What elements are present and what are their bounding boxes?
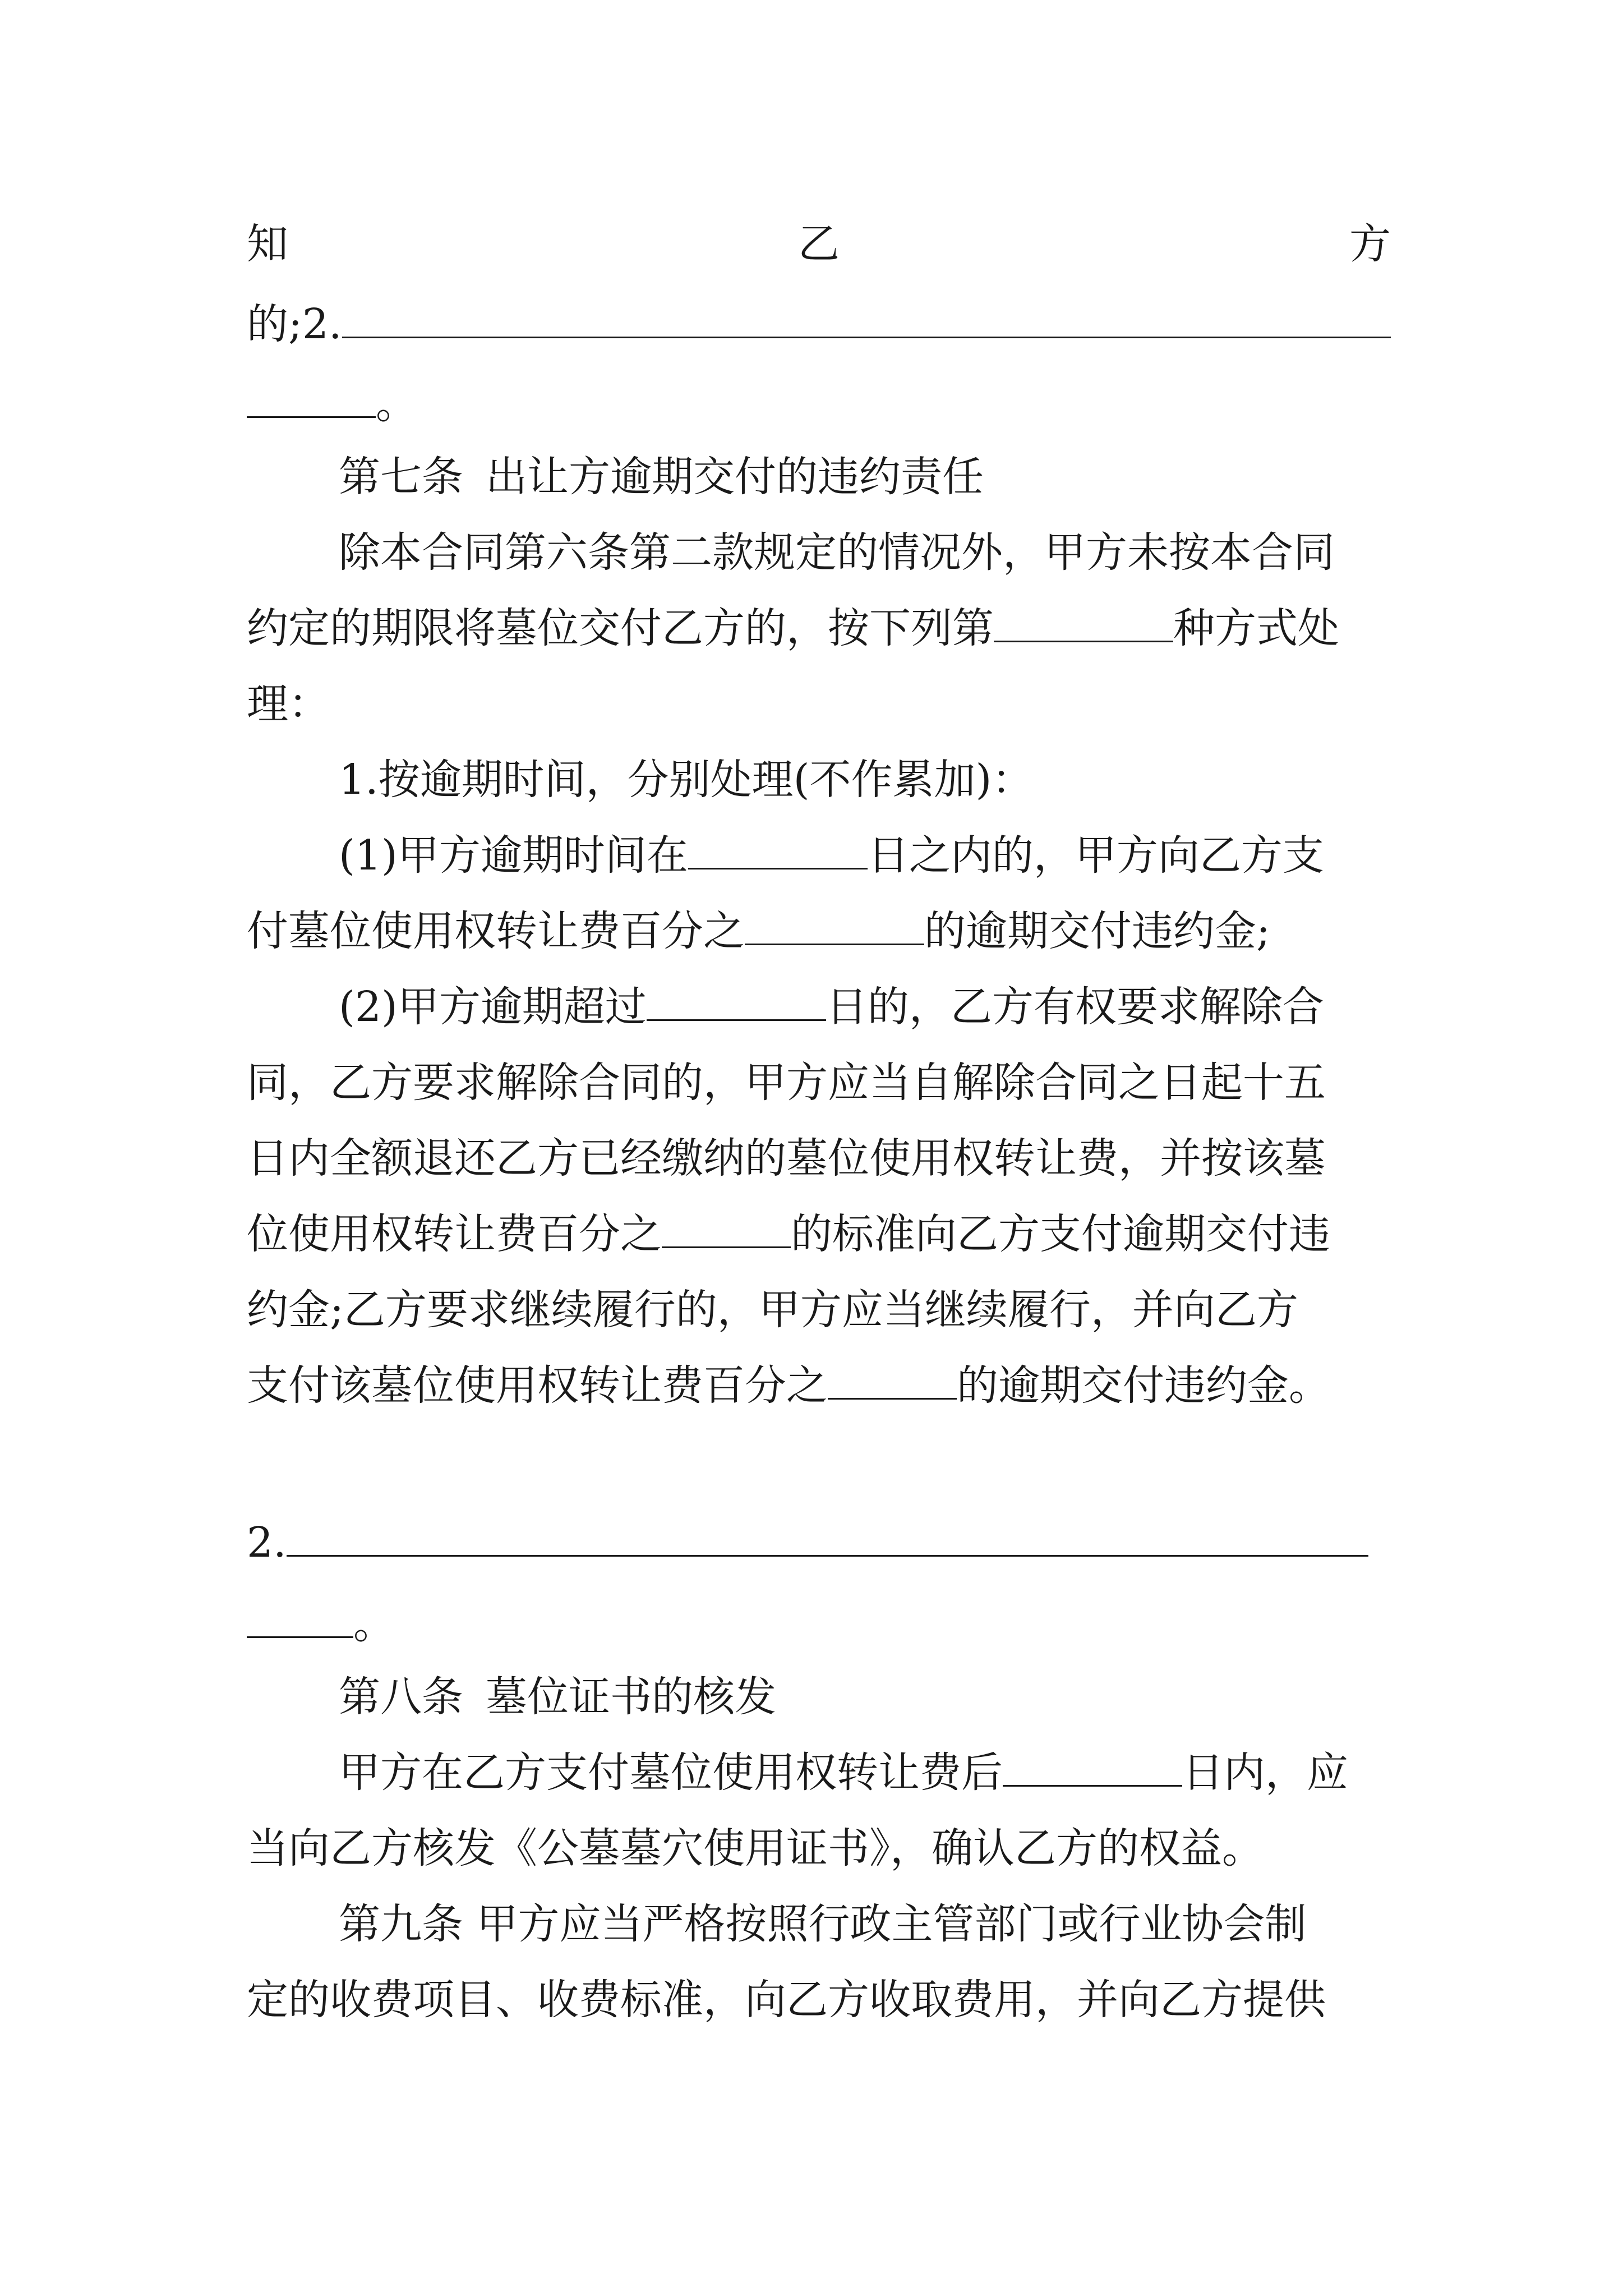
article-9-line: 第九条 甲方应当严格按照行政主管部门或行业协会制 — [339, 1900, 1307, 1948]
text-segment: 日的，乙方有权要求解除合 — [826, 983, 1324, 1031]
fill-in-blank — [688, 829, 868, 869]
text-segment: 约定的期限将墓位交付乙方的，按下列第 — [247, 604, 994, 652]
text-segment: (1)甲方逾期时间在 — [339, 831, 688, 880]
paragraph-line: 1.按逾期时间，分别处理(不作累加)： — [339, 756, 1034, 804]
article-number: 第七条 — [339, 453, 463, 501]
period: 。 — [353, 1600, 395, 1648]
text-char-yi: 乙 — [798, 220, 840, 268]
fill-in-blank — [745, 904, 924, 945]
clause-number: 2. — [247, 1519, 287, 1567]
text-segment: 日内，应 — [1182, 1749, 1348, 1797]
fill-in-blank — [994, 601, 1173, 642]
text-segment: 甲方在乙方支付墓位使用权转让费后 — [339, 1749, 1003, 1797]
clause-number: 的;2. — [247, 300, 342, 348]
fill-in-blank — [342, 297, 1391, 338]
text-char-zhi: 知 — [247, 220, 288, 268]
fill-in-blank — [247, 377, 376, 418]
paragraph-line — [247, 1206, 1391, 1262]
text-char-fang: 方 — [1349, 220, 1391, 268]
fill-in-blank — [1003, 1746, 1182, 1787]
article-7-heading — [339, 449, 1391, 505]
text-line-3 — [247, 376, 1391, 432]
paragraph-line: 当向乙方核发《公墓墓穴使用证书》，确认乙方的权益。 — [247, 1824, 1264, 1872]
text-segment: 的逾期交付违约金; — [924, 907, 1270, 955]
clause-2-end-line — [247, 1596, 1391, 1652]
text-segment: 的逾期交付违约金。 — [957, 1361, 1330, 1410]
paragraph-line — [247, 903, 1391, 959]
text-segment: (2)甲方逾期超过 — [339, 983, 647, 1031]
paragraph-line — [339, 1745, 1391, 1801]
text-segment: 的标准向乙方支付逾期交付违 — [791, 1210, 1330, 1258]
text-segment: 种方式处 — [1173, 604, 1339, 652]
paragraph-line: 日内全额退还乙方已经缴纳的墓位使用权转让费，并按该墓 — [247, 1134, 1326, 1182]
paragraph-line: 定的收费项目、收费标准，向乙方收取费用，并向乙方提供 — [247, 1976, 1326, 2024]
fill-in-blank — [287, 1516, 1368, 1557]
fill-in-blank — [828, 1359, 957, 1400]
paragraph-line: 约金;乙方要求继续履行的，甲方应当继续履行，并向乙方 — [247, 1286, 1298, 1334]
paragraph-line: 理： — [247, 680, 330, 728]
clause-2-line — [247, 1515, 1368, 1571]
text-segment: 日之内的，甲方向乙方支 — [867, 831, 1324, 880]
text-segment: 支付该墓位使用权转让费百分之 — [247, 1361, 828, 1410]
article-8-heading — [339, 1669, 1391, 1725]
paragraph-line — [339, 979, 1391, 1035]
article-title: 出让方逾期交付的违约责任 — [486, 453, 984, 501]
text-line-2 — [247, 296, 1391, 352]
text-segment: 位使用权转让费百分之 — [247, 1210, 662, 1258]
fill-in-blank — [647, 980, 826, 1021]
paragraph-line: 除本合同第六条第二款规定的情况外，甲方未按本合同 — [339, 528, 1335, 577]
text-line-1 — [247, 216, 1391, 272]
period: 。 — [376, 380, 417, 428]
fill-in-blank — [662, 1207, 791, 1248]
article-title: 墓位证书的核发 — [486, 1673, 776, 1721]
fill-in-blank — [247, 1597, 353, 1638]
paragraph-line — [247, 1358, 1391, 1414]
text-segment: 付墓位使用权转让费百分之 — [247, 907, 745, 955]
paragraph-line — [247, 600, 1391, 656]
paragraph-line: 同，乙方要求解除合同的，甲方应当自解除合同之日起十五 — [247, 1059, 1326, 1107]
paragraph-line — [339, 827, 1391, 884]
article-number: 第八条 — [339, 1673, 463, 1721]
